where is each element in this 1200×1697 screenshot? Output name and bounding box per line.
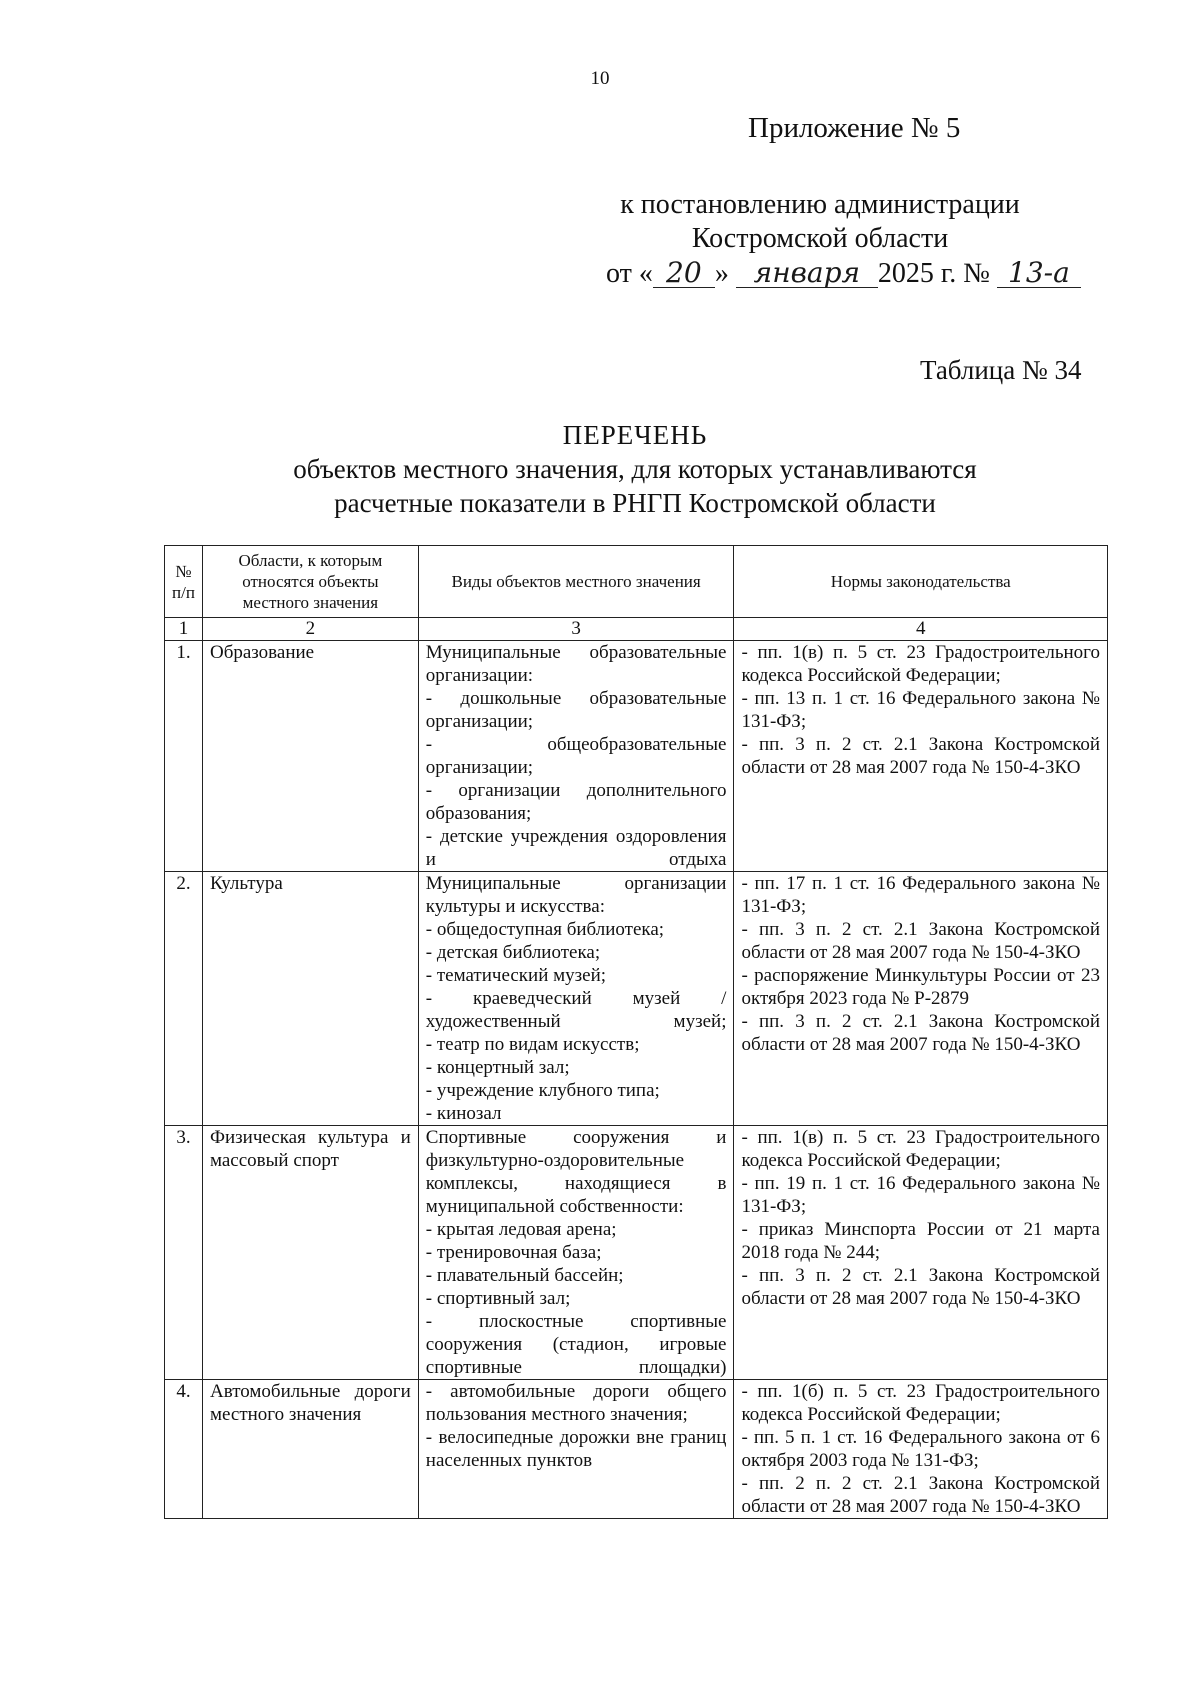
legislation-item: - пп. 13 п. 1 ст. 16 Федерального закона № 131-ФЗ; — [741, 688, 1100, 732]
legislation-item: - распоряжение Минкультуры России от 23 октября 2023 года № Р-2879 — [741, 965, 1100, 1009]
legislation-item: - пп. 3 п. 2 ст. 2.1 Закона Костромской области от 28 мая 2007 года № 150-4-ЗКО — [741, 1265, 1100, 1309]
object-type-item: Муниципальные образовательные организации: — [425, 642, 727, 686]
object-type-item: - велосипедные дорожки вне границ населенных пунктов — [425, 1427, 727, 1471]
table-row — [165, 1380, 1108, 1519]
decree-line-2: Костромской области — [691, 223, 949, 254]
row-object-types — [418, 872, 734, 1126]
legislation-item: - пп. 17 п. 1 ст. 16 Федерального закона № 131-ФЗ; — [741, 873, 1100, 917]
date-prefix: от « — [606, 258, 653, 289]
column-index-row — [165, 618, 1108, 641]
title-line-1: объектов местного значения, для которых устанавливаются — [293, 454, 977, 484]
header-area: Области, к которым относятся объекты местного значения — [202, 546, 418, 618]
row-object-types — [418, 641, 734, 872]
row-number: 4. — [165, 1380, 203, 1519]
object-type-item: - плоскостные спортивные сооружения (стадион, игровые спортивные площадки) — [425, 1311, 727, 1378]
title-line-2: расчетные показатели в РНГП Костромской области — [334, 488, 936, 518]
object-type-item: - театр по видам искусств; — [425, 1034, 640, 1055]
handwritten-decree-number: 13-а — [997, 259, 1081, 288]
row-legislation — [734, 1126, 1108, 1380]
date-year-text: 2025 г. № — [877, 258, 990, 289]
row-number: 1. — [165, 641, 203, 872]
legislation-item: - пп. 1(б) п. 5 ст. 23 Градостроительного кодекса Российской Федерации; — [741, 1381, 1100, 1425]
row-number: 2. — [165, 872, 203, 1126]
object-type-item: - общеобразовательные организации; — [425, 734, 727, 778]
row-area: Образование — [202, 641, 418, 872]
legislation-item: - пп. 2 п. 2 ст. 2.1 Закона Костромской области от 28 мая 2007 года № 150-4-ЗКО — [741, 1473, 1100, 1517]
row-number: 3. — [165, 1126, 203, 1380]
legislation-item: - пп. 3 п. 2 ст. 2.1 Закона Костромской области от 28 мая 2007 года № 150-4-ЗКО — [741, 1011, 1100, 1055]
legislation-item: - пп. 5 п. 1 ст. 16 Федерального закона от 6 октября 2003 года № 131-ФЗ; — [741, 1427, 1100, 1471]
object-type-item: Муниципальные организации культуры и искусства: — [425, 873, 727, 917]
handwritten-day: 20 — [653, 259, 715, 288]
appendix-title: Приложение № 5 — [748, 112, 961, 144]
table-header-row — [165, 546, 1108, 618]
date-quote-close: » — [714, 258, 729, 289]
object-type-item: - дошкольные образовательные организации; — [425, 688, 727, 732]
document-title — [0, 418, 1200, 520]
object-type-item: - концертный зал; — [425, 1057, 570, 1078]
object-type-item: - плавательный бассейн; — [425, 1265, 624, 1286]
objects-table — [164, 545, 1108, 1519]
row-legislation — [734, 872, 1108, 1126]
object-type-item: Спортивные сооружения и физкультурно-оздоровительные комплексы, находящиеся в муниципальной собственности: — [425, 1127, 727, 1217]
column-index: 2 — [202, 618, 418, 641]
object-type-item: - спортивный зал; — [425, 1288, 571, 1309]
header-legislation: Нормы законодательства — [734, 546, 1108, 618]
header-number: № п/п — [165, 546, 203, 618]
legislation-item: - приказ Минспорта России от 21 марта 2018 года № 244; — [741, 1219, 1100, 1263]
row-object-types — [418, 1380, 734, 1519]
legislation-item: - пп. 1(в) п. 5 ст. 23 Градостроительного кодекса Российской Федерации; — [741, 1127, 1100, 1171]
column-index: 3 — [418, 618, 734, 641]
object-type-item: - кинозал — [425, 1103, 502, 1124]
row-legislation — [734, 1380, 1108, 1519]
legislation-item: - пп. 19 п. 1 ст. 16 Федерального закона № 131-ФЗ; — [741, 1173, 1100, 1217]
object-type-item: - учреждение клубного типа; — [425, 1080, 660, 1101]
object-type-item: - краеведческий музей / художественный музей; — [425, 988, 727, 1032]
handwritten-month: января — [736, 259, 878, 288]
decree-date — [606, 258, 1081, 290]
table-number: Таблица № 34 — [920, 355, 1082, 385]
legislation-item: - пп. 1(в) п. 5 ст. 23 Градостроительного кодекса Российской Федерации; — [741, 642, 1100, 686]
object-type-item: - детские учреждения оздоровления и отдыха — [425, 826, 727, 870]
object-type-item: - общедоступная библиотека; — [425, 919, 665, 940]
row-area: Физическая культура и массовый спорт — [202, 1126, 418, 1380]
table-row — [165, 641, 1108, 872]
object-type-item: - тематический музей; — [425, 965, 607, 986]
header-object-types: Виды объектов местного значения — [418, 546, 734, 618]
decree-line-1: к постановлению администрации — [620, 189, 1020, 220]
object-type-item: - автомобильные дороги общего пользования местного значения; — [425, 1381, 727, 1425]
legislation-item: - пп. 3 п. 2 ст. 2.1 Закона Костромской области от 28 мая 2007 года № 150-4-ЗКО — [741, 919, 1100, 963]
object-type-item: - крытая ледовая арена; — [425, 1219, 617, 1240]
table-row — [165, 1126, 1108, 1380]
object-type-item: - тренировочная база; — [425, 1242, 602, 1263]
object-type-item: - организации дополнительного образования; — [425, 780, 727, 824]
table-row — [165, 872, 1108, 1126]
row-area: Культура — [202, 872, 418, 1126]
row-area: Автомобильные дороги местного значения — [202, 1380, 418, 1519]
column-index: 1 — [165, 618, 203, 641]
legislation-item: - пп. 3 п. 2 ст. 2.1 Закона Костромской области от 28 мая 2007 года № 150-4-ЗКО — [741, 734, 1100, 778]
title-heading: ПЕРЕЧЕНЬ — [562, 420, 708, 450]
row-legislation — [734, 641, 1108, 872]
row-object-types — [418, 1126, 734, 1380]
column-index: 4 — [734, 618, 1108, 641]
object-type-item: - детская библиотека; — [425, 942, 601, 963]
page-number: 10 — [590, 68, 610, 89]
decree-reference — [560, 188, 1080, 256]
